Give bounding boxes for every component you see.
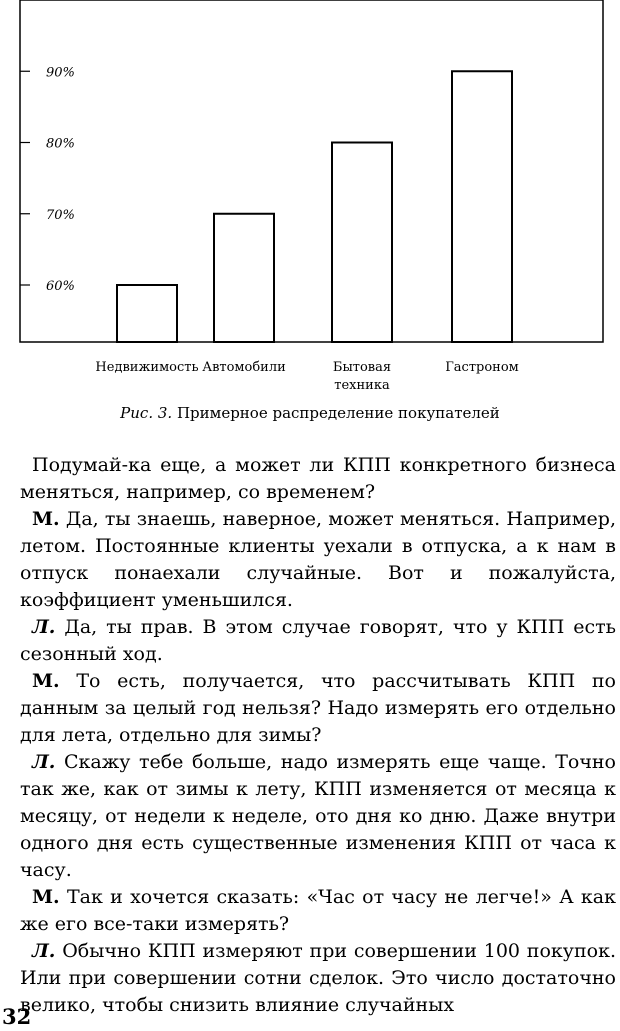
bars [117,71,512,342]
speaker-label: М. [32,670,60,692]
figure-number: Рис. 3. [120,404,173,422]
paragraph-text: Да, ты знаешь, наверное, может меняться. Например, летом. Постоянные клиенты уехали в отпуска, а к нам в отпуск понаехали случайные. Вот и пожалуйста, коэффициент уменьшился. [20,508,616,611]
paragraph [20,506,616,614]
y-tick-label: 70% [46,207,75,223]
speaker-label: М. [32,508,60,530]
bar-chart [0,0,620,400]
paragraph-text: Так и хочется сказать: «Час от часу не легче!» А как же его все-таки измерять? [20,886,616,935]
x-tick-label: Гастроном [445,360,519,375]
figure-caption [0,404,620,422]
y-tick-label: 90% [46,65,75,81]
bar [332,143,392,343]
paragraph-text: Скажу тебе больше, надо измерять еще чаще. Точно так же, как от зимы к лету, КПП изменяется от месяца к месяцу, от недели к неделе, ото дня ко дню. Даже внутри одного дня есть существенные изменения КПП от часа к часу. [20,751,616,881]
paragraph-text: Обычно КПП измеряют при совершении 100 покупок. Или при совершении сотни сделок. Это число достаточно велико, чтобы снизить влияние случайных [20,940,616,1016]
paragraph [20,614,616,668]
page-number: 32 [2,1004,32,1029]
speaker-label: Л. [32,616,56,638]
speaker-label: Л. [32,940,56,962]
x-tick-label: Бытовая техника [332,360,392,393]
bar [214,214,274,342]
y-tick-label: 60% [46,279,75,294]
speaker-label: Л. [32,751,56,773]
paragraph [20,668,616,749]
bar [452,71,512,342]
x-axis-labels [95,360,518,393]
y-axis-ticks [20,65,75,294]
paragraph-text: Подумай-ка еще, а может ли КПП конкретного бизнеса меняться, например, со временем? [20,454,616,503]
x-tick-label: Автомобили [202,360,286,375]
y-tick-label: 80% [46,136,75,152]
figure-caption-text: Примерное распределение покупателей [176,404,500,422]
body-text [20,452,616,1019]
x-tick-label: Недвижимость [95,360,199,375]
bar [117,285,177,342]
paragraph-text: Да, ты прав. В этом случае говорят, что у КПП есть сезонный ход. [20,616,617,665]
chart-frame [20,0,603,342]
paragraph [20,884,616,938]
paragraph [20,749,616,884]
paragraph [20,938,616,1019]
speaker-label: М. [32,886,60,908]
paragraph-text: То есть, получается, что рассчитывать КПП по данным за целый год нельзя? Надо измерять его отдельно для лета, отдельно для зимы? [20,670,616,746]
paragraph [20,452,616,506]
